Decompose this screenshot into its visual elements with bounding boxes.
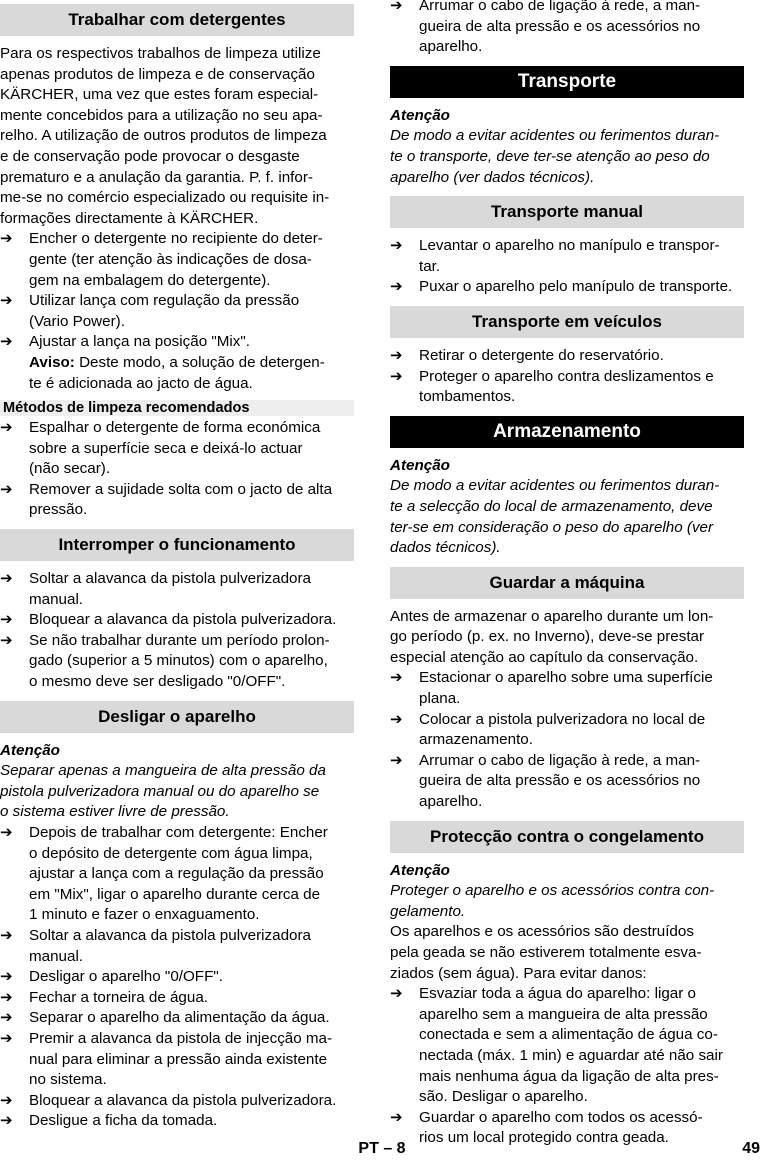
steps-interromper <box>0 569 354 693</box>
step-item: ➔ Guardar o aparelho com todos os acessó- rios um local protegido contra geada. <box>390 1108 703 1147</box>
step-item: ➔ Ajustar a lança na posição "Mix". Aviso: Deste modo, a solução de detergen- te é adicionada ao jacto de água. <box>0 333 325 392</box>
arrow-icon: ➔ <box>0 631 13 649</box>
step-item: ➔ Separar o aparelho da alimentação da água. <box>0 1008 354 1029</box>
steps-desligar <box>0 823 354 1132</box>
page-number: 49 <box>742 1140 760 1157</box>
step-item: ➔ Soltar a alavanca da pistola pulverizadora manual. <box>0 926 311 965</box>
warning-armazenamento: De modo a evitar acidentes ou ferimentos duran- te a selecção do local de armazenamento, deve ter-se em consideração o peso do aparelho (ver dados técnicos). <box>390 477 720 557</box>
arrow-icon: ➔ <box>0 230 13 248</box>
step-item: ➔ Desligar o aparelho "0/OFF". <box>0 967 354 988</box>
arrow-icon: ➔ <box>0 824 13 841</box>
arrow-icon: ➔ <box>390 346 403 364</box>
heading-transporte: Transporte <box>390 66 744 98</box>
atencao-label: Atenção <box>0 741 60 759</box>
arrow-icon: ➔ <box>390 367 403 385</box>
step-item: ➔ Levantar o aparelho no manípulo e transpor- tar. <box>390 237 720 275</box>
step-item: ➔ Bloquear a alavanca da pistola pulverizadora. <box>0 610 354 631</box>
arrow-icon: ➔ <box>0 968 13 986</box>
warning-congelamento: Proteger o aparelho e os acessórios contra con- gelamento. <box>390 882 715 920</box>
step-item: ➔ Colocar a pistola pulverizadora no local de armazenamento. <box>390 710 706 749</box>
steps-metodos <box>0 418 354 521</box>
footer-section-label: PT – 8 <box>358 1140 406 1157</box>
aviso-text-2: te é adicionada ao jacto de água. <box>29 374 253 392</box>
arrow-icon: ➔ <box>0 1029 13 1047</box>
step-item: ➔ Fechar a torneira de água. <box>0 988 354 1009</box>
right-column <box>390 0 744 1149</box>
arrow-icon: ➔ <box>390 985 403 1003</box>
warning-desligar: Separar apenas a mangueira de alta pressão da pistola pulverizadora manual ou do aparelho se o sistema estiver livre de pressão. <box>0 762 326 821</box>
atencao-label: Atenção <box>390 861 450 879</box>
intro-detergentes: Para os respectivos trabalhos de limpeza utilize apenas produtos de limpeza e de conservação KÄRCHER, uma vez que estes foram especial- mente concebidos para a utilização no seu apa- relho. A utilização de outros produtos de limpeza e de conservação pode provocar o desgaste prematuro e a anulação da garantia. P. f. infor- me-se no comércio especializado ou requisite in- formações directamente à KÄRCHER. <box>0 45 330 227</box>
arrow-icon: ➔ <box>0 1009 13 1027</box>
step-item: ➔ Bloquear a alavanca da pistola pulverizadora. <box>0 1091 354 1112</box>
atencao-label: Atenção <box>390 106 450 124</box>
arrow-icon: ➔ <box>0 292 13 310</box>
steps-congelamento <box>390 984 744 1149</box>
steps-transporte-veiculos <box>390 346 744 408</box>
intro-guardar: Antes de armazenar o aparelho durante um lon- go período (p. ex. no Inverno), deve-se prestar especial atenção ao capítulo da conservação. <box>390 607 714 666</box>
heading-transporte-veiculos: Transporte em veículos <box>390 306 744 338</box>
arrow-icon: ➔ <box>0 611 13 629</box>
arrow-icon: ➔ <box>0 570 13 588</box>
step-item: ➔ Retirar o detergente do reservatório. <box>390 346 744 367</box>
step-item: ➔ Premir a alavanca da pistola de injecção ma- nual para eliminar a pressão ainda existente no sistema. <box>0 1029 333 1089</box>
step-item: ➔ Puxar o aparelho pelo manípulo de transporte. <box>390 277 744 298</box>
step-item: ➔ Espalhar o detergente de forma económica sobre a superfície seca e deixá-lo actuar (não secar). <box>0 419 321 478</box>
steps-arrumar-top <box>390 0 744 58</box>
steps-detergentes <box>0 229 354 394</box>
step-item: ➔ Encher o detergente no recipiente do deter- gente (ter atenção às indicações de dosa- gem na embalagem do detergente). <box>0 230 323 289</box>
aviso-label: Aviso: <box>29 353 75 371</box>
arrow-icon: ➔ <box>390 0 403 14</box>
step-item: ➔ Arrumar o cabo de ligação à rede, a man- gueira de alta pressão e os acessórios no aparelho. <box>390 0 744 58</box>
left-column <box>0 4 354 1132</box>
arrow-icon: ➔ <box>0 480 13 498</box>
arrow-icon: ➔ <box>0 926 13 944</box>
step-item: ➔ Desligue a ficha da tomada. <box>0 1111 354 1132</box>
step-item: ➔ Remover a sujidade solta com o jacto de alta pressão. <box>0 480 333 519</box>
step-item: ➔ Utilizar lança com regulação da pressão (Vario Power). <box>0 292 300 330</box>
arrow-icon: ➔ <box>0 1112 13 1130</box>
arrow-icon: ➔ <box>0 419 13 437</box>
step-item: ➔ Arrumar o cabo de ligação à rede, a man- gueira de alta pressão e os acessórios no aparelho. <box>390 751 701 811</box>
heading-transporte-manual: Transporte manual <box>390 196 744 228</box>
arrow-icon: ➔ <box>390 1108 403 1126</box>
step-item: ➔ Se não trabalhar durante um período prolon- gado (superior a 5 minutos) com o aparelho, o mesmo deve ser desligado "0/OFF". <box>0 631 330 691</box>
intro-congelamento: Os aparelhos e os acessórios são destruídos pela geada se não estiverem totalmente esva- ziados (sem água). Para evitar danos: <box>390 923 702 982</box>
heading-desligar: Desligar o aparelho <box>0 701 354 733</box>
arrow-icon: ➔ <box>390 751 403 769</box>
arrow-icon: ➔ <box>0 988 13 1006</box>
aviso-text: Deste modo, a solução de detergen- <box>74 353 325 371</box>
subheading-metodos: Métodos de limpeza recomendados <box>0 400 354 416</box>
arrow-icon: ➔ <box>390 237 403 255</box>
heading-armazenamento: Armazenamento <box>390 416 744 448</box>
warning-transporte: De modo a evitar acidentes ou ferimentos duran- te o transporte, deve ter-se atenção ao peso do aparelho (ver dados técnicos). <box>390 127 720 186</box>
arrow-icon: ➔ <box>0 333 13 351</box>
steps-transporte-manual <box>390 236 744 298</box>
step-item: ➔ Soltar a alavanca da pistola pulverizadora manual. <box>0 570 311 608</box>
heading-congelamento: Protecção contra o congelamento <box>390 821 744 853</box>
arrow-icon: ➔ <box>390 669 403 687</box>
step-item: ➔ Esvaziar toda a água do aparelho: ligar o aparelho sem a mangueira de alta pressão conectada e sem a alimentação de água co- nectada (máx. 1 min) e aguardar até não sair mais nenhuma água da ligação de alta pres- são. Desligar o aparelho. <box>390 985 723 1106</box>
atencao-label: Atenção <box>390 456 450 474</box>
arrow-icon: ➔ <box>390 278 403 296</box>
step-item: ➔ Depois de trabalhar com detergente: Encher o depósito de detergente com água limpa, ajustar a lança com a regulação da pressão em "Mix", ligar o aparelho durante cerca de 1 minuto e fazer o enxaguamento. <box>0 824 328 924</box>
arrow-icon: ➔ <box>0 1091 13 1109</box>
heading-guardar: Guardar a máquina <box>390 567 744 599</box>
heading-interromper: Interromper o funcionamento <box>0 529 354 561</box>
step-item: ➔ Proteger o aparelho contra deslizamentos e tombamentos. <box>390 367 714 406</box>
step-item: ➔ Estacionar o aparelho sobre uma superfície plana. <box>390 669 713 708</box>
steps-guardar <box>390 668 744 812</box>
heading-detergentes: Trabalhar com detergentes <box>0 4 354 36</box>
arrow-icon: ➔ <box>390 710 403 728</box>
